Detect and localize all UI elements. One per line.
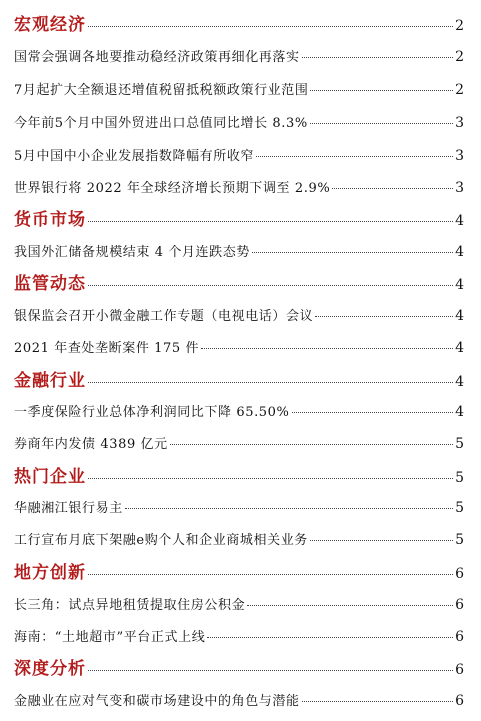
toc-entry[interactable] — [14, 112, 464, 131]
section-title: 货币市场 — [14, 210, 86, 230]
toc-entry[interactable] — [14, 401, 464, 420]
toc-entry[interactable] — [14, 46, 464, 65]
dot-leader — [88, 478, 453, 479]
section-title: 热门企业 — [14, 467, 86, 487]
dot-leader — [88, 221, 453, 222]
dot-leader — [125, 508, 453, 509]
toc-section-heading[interactable] — [14, 558, 464, 583]
page-number: 6 — [455, 629, 464, 645]
page-number: 6 — [455, 693, 464, 709]
toc-entry[interactable] — [14, 690, 464, 709]
page-number: 5 — [455, 470, 464, 486]
page-number: 4 — [455, 244, 464, 260]
toc-section-heading[interactable] — [14, 654, 464, 679]
page-number: 2 — [455, 49, 464, 65]
page-number: 4 — [455, 374, 464, 390]
toc-entry[interactable] — [14, 529, 464, 548]
toc-entry[interactable] — [14, 145, 464, 164]
toc-section-heading[interactable] — [14, 10, 464, 35]
page-number: 3 — [455, 180, 464, 196]
page-number: 4 — [455, 340, 464, 356]
page-number: 3 — [455, 148, 464, 164]
entry-title: 今年前5个月中国外贸进出口总值同比增长 8.3% — [14, 116, 308, 131]
toc-entry[interactable] — [14, 433, 464, 452]
section-title: 监管动态 — [14, 274, 86, 294]
page-number: 3 — [455, 115, 464, 131]
section-title: 金融行业 — [14, 371, 86, 391]
entry-title: 长三角：试点异地租赁提取住房公积金 — [14, 598, 246, 613]
toc-entry[interactable] — [14, 337, 464, 356]
dot-leader — [302, 701, 453, 702]
toc-section-heading[interactable] — [14, 366, 464, 391]
dot-leader — [252, 252, 453, 253]
entry-title: 一季度保险行业总体净利润同比下降 65.50% — [14, 405, 290, 420]
dot-leader — [332, 188, 453, 189]
dot-leader — [310, 123, 453, 124]
entry-title: 国常会强调各地要推动稳经济政策再细化再落实 — [14, 50, 300, 65]
dot-leader — [88, 574, 453, 575]
entry-title: 券商年内发债 4389 亿元 — [14, 437, 168, 452]
toc-entry[interactable] — [14, 305, 464, 324]
entry-title: 7月起扩大全额退还增值税留抵税额政策行业范围 — [14, 83, 309, 98]
toc-section-heading[interactable] — [14, 462, 464, 487]
entry-title: 华融湘江银行易主 — [14, 501, 123, 516]
page-number: 5 — [455, 500, 464, 516]
toc-entry[interactable] — [14, 79, 464, 98]
dot-leader — [207, 637, 453, 638]
entry-title: 2021 年查处垄断案件 175 件 — [14, 341, 200, 356]
page-number: 4 — [455, 404, 464, 420]
page-number: 2 — [455, 18, 464, 34]
toc-entry[interactable] — [14, 497, 464, 516]
section-title: 深度分析 — [14, 659, 86, 679]
entry-title: 工行宣布月底下架融e购个人和企业商城相关业务 — [14, 533, 308, 548]
dot-leader — [256, 156, 453, 157]
dot-leader — [292, 412, 454, 413]
page-number: 4 — [455, 308, 464, 324]
entry-title: 银保监会召开小微金融工作专题（电视电话）会议 — [14, 309, 314, 324]
toc-entry[interactable] — [14, 594, 464, 613]
dot-leader — [315, 316, 453, 317]
entry-title: 5月中国中小企业发展指数降幅有所收窄 — [14, 149, 255, 164]
page-number: 6 — [455, 662, 464, 678]
dot-leader — [170, 444, 453, 445]
page-number: 2 — [455, 82, 464, 98]
toc-entry[interactable] — [14, 177, 464, 196]
page-number: 6 — [455, 597, 464, 613]
dot-leader — [88, 670, 453, 671]
dot-leader — [201, 348, 453, 349]
dot-leader — [310, 90, 453, 91]
dot-leader — [88, 285, 453, 286]
entry-title: 海南：“土地超市”平台正式上线 — [14, 630, 206, 645]
dot-leader — [302, 57, 453, 58]
dot-leader — [247, 605, 453, 606]
dot-leader — [310, 540, 453, 541]
toc-section-heading[interactable] — [14, 269, 464, 294]
entry-title: 金融业在应对气变和碳市场建设中的角色与潜能 — [14, 694, 300, 709]
page-number: 5 — [455, 436, 464, 452]
page-number: 5 — [455, 532, 464, 548]
section-title: 地方创新 — [14, 563, 86, 583]
page-number: 6 — [455, 566, 464, 582]
entry-title: 世界银行将 2022 年全球经济增长预期下调至 2.9% — [14, 181, 331, 196]
dot-leader — [88, 26, 453, 27]
dot-leader — [88, 382, 453, 383]
page-number: 4 — [455, 277, 464, 293]
page-number: 4 — [455, 213, 464, 229]
entry-title: 我国外汇储备规模结束 4 个月连跌态势 — [14, 245, 250, 260]
toc-entry[interactable] — [14, 626, 464, 645]
toc-entry[interactable] — [14, 241, 464, 260]
toc-section-heading[interactable] — [14, 205, 464, 230]
section-title: 宏观经济 — [14, 15, 86, 35]
